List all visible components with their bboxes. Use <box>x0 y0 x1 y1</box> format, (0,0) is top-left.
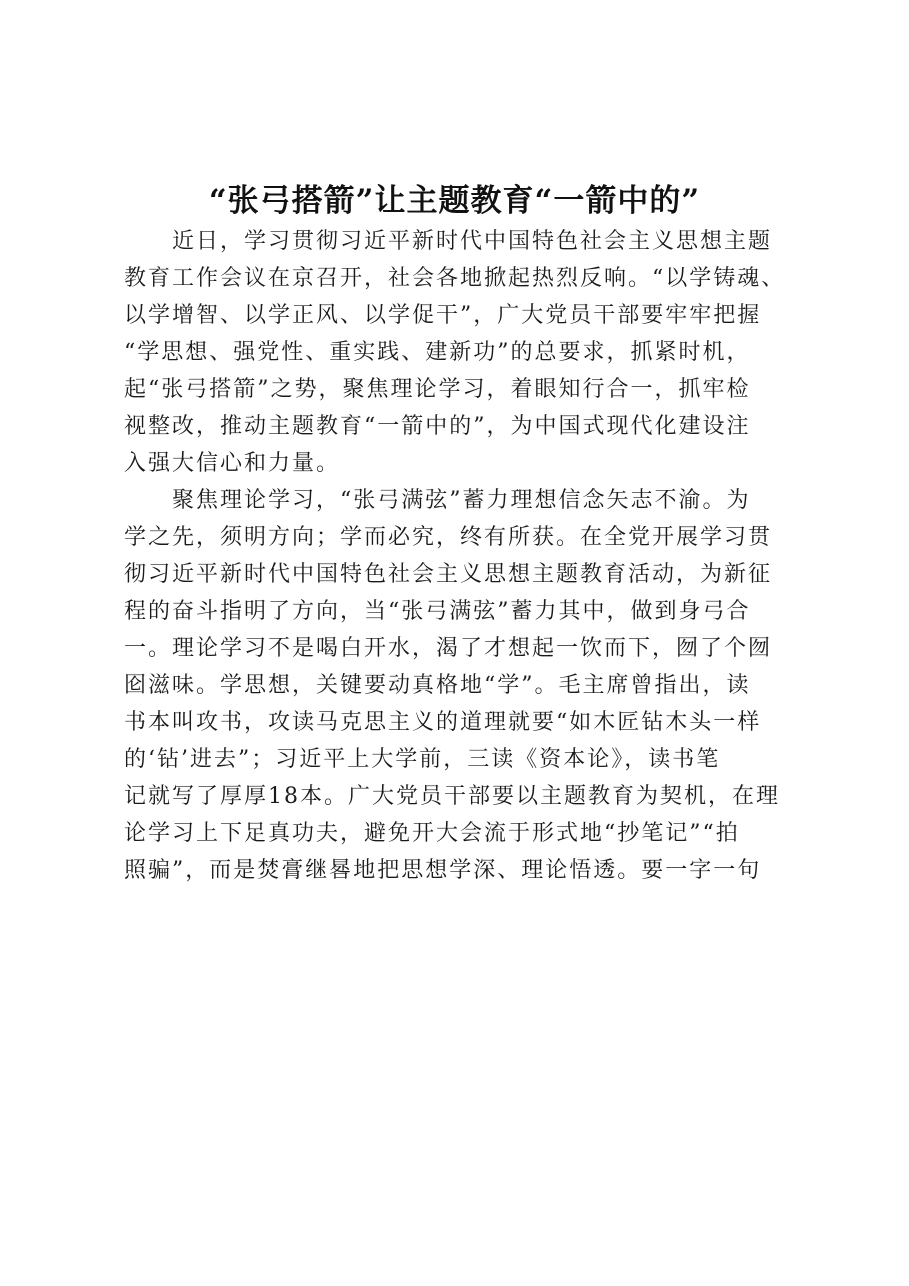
text-line: 程的奋斗指明了方向，当“张弓满弦”蓄力其中，做到身弓合 <box>124 599 751 624</box>
text-line: “学思想、强党性、重实践、建新功”的总要求，抓紧时机， <box>124 340 751 365</box>
document-body <box>124 223 796 889</box>
text-line: 视整改，推动主题教育“一箭中的”，为中国式现代化建设注 <box>124 414 751 439</box>
text-line: 学之先，须明方向；学而必究，终有所获。在全党开展学习贯 <box>124 525 773 550</box>
text-line: 聚焦理论学习，“张弓满弦”蓄力理想信念矢志不渝。为 <box>172 488 751 513</box>
text-line: 记就写了厚厚18本。广大党员干部要以主题教育为契机，在理 <box>124 784 780 809</box>
text-line: 彻习近平新时代中国特色社会主义思想主题教育活动，为新征 <box>124 562 773 587</box>
text-line: 起“张弓搭箭”之势，聚焦理论学习，着眼知行合一，抓牢检 <box>124 377 751 402</box>
text-line: 囵滋味。学思想，关键要动真格地“学”。毛主席曾指出，读 <box>124 673 751 698</box>
text-line: 书本叫攻书，攻读马克思主义的道理就要“如木匠钻木头一样 <box>124 710 762 735</box>
text-line: 的‘钻’进去”；习近平上大学前，三读《资本论》，读书笔 <box>124 747 721 772</box>
paragraph-2 <box>124 482 796 889</box>
text-line: 照骗”，而是焚膏继晷地把思想学深、理论悟透。要一字一句 <box>124 858 762 883</box>
text-line: 一。理论学习不是喝白开水，渴了才想起一饮而下，囫了个囫 <box>124 636 773 661</box>
text-line: 近日，学习贯彻习近平新时代中国特色社会主义思想主题 <box>172 229 773 254</box>
text-line: 入强大信心和力量。 <box>124 451 341 476</box>
paragraph-1 <box>124 223 796 482</box>
text-line: 教育工作会议在京召开，社会各地掀起热烈反响。“以学铸魂、 <box>124 266 786 291</box>
text-line: 以学增智、以学正风、以学促干”，广大党员干部要牢牢把握 <box>124 303 762 328</box>
document-title: “张弓搭箭”让主题教育“一箭中的” <box>208 182 701 219</box>
text-line: 论学习上下足真功夫，避免开大会流于形式地“抄笔记”“拍 <box>124 821 740 846</box>
